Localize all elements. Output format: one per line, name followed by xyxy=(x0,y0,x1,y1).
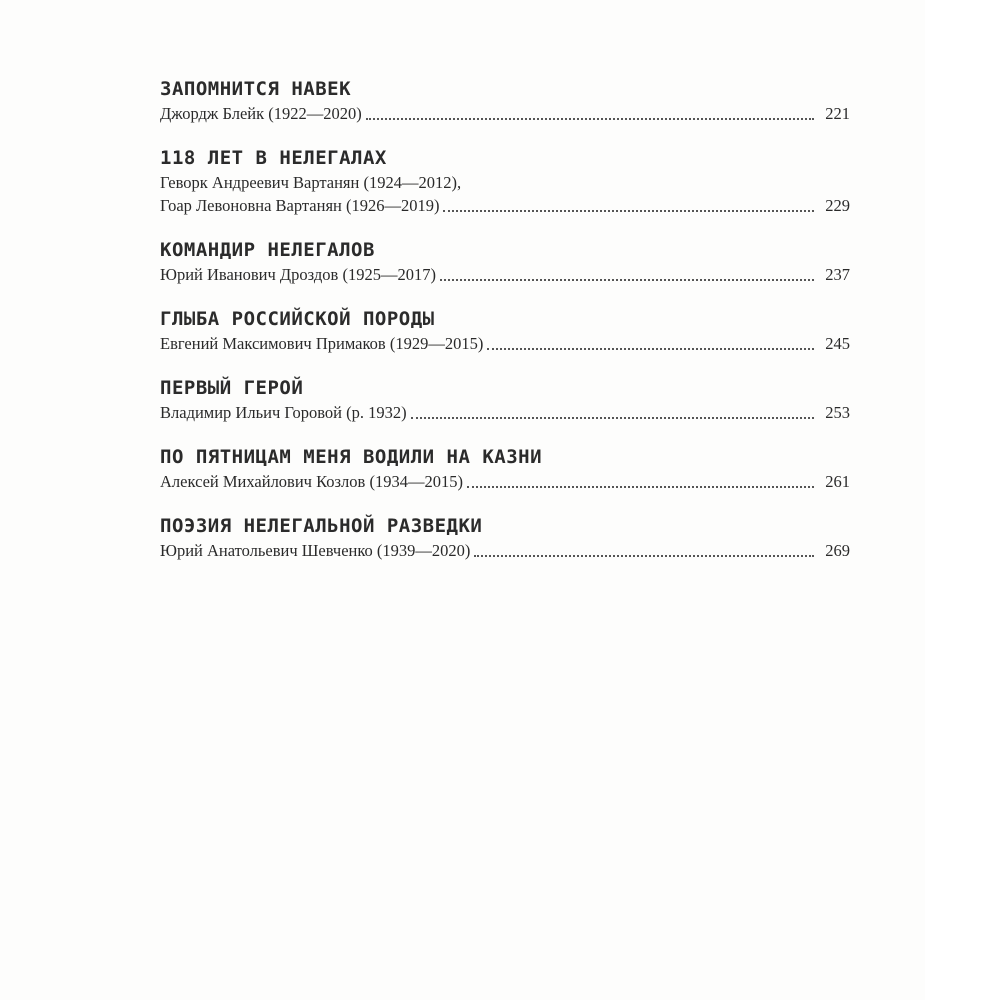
toc-entry xyxy=(160,444,850,493)
author-name: Геворк Андреевич Вартанян (1924—2012), xyxy=(160,173,462,192)
chapter-title: ПЕРВЫЙ ГЕРОЙ xyxy=(160,377,304,399)
chapter-title: ПОЭЗИЯ НЕЛЕГАЛЬНОЙ РАЗВЕДКИ xyxy=(160,515,483,537)
page-margin xyxy=(925,0,1000,1000)
chapter-title: КОМАНДИР НЕЛЕГАЛОВ xyxy=(160,239,375,261)
chapter-title: ПО ПЯТНИЦАМ МЕНЯ ВОДИЛИ НА КАЗНИ xyxy=(160,446,543,468)
page-number: 269 xyxy=(825,541,850,560)
page-number: 245 xyxy=(825,334,850,353)
dot-leader xyxy=(474,555,814,557)
author-name: Юрий Иванович Дроздов (1925—2017) xyxy=(160,265,436,284)
chapter-title: 118 ЛЕТ В НЕЛЕГАЛАХ xyxy=(160,147,387,169)
dot-leader xyxy=(443,210,814,212)
author-name: Евгений Максимович Примаков (1929—2015) xyxy=(160,334,484,353)
chapter-title: ГЛЫБА РОССИЙСКОЙ ПОРОДЫ xyxy=(160,308,435,330)
dot-leader xyxy=(487,348,814,350)
author-row xyxy=(160,263,850,286)
author-row xyxy=(160,102,850,125)
toc-entry xyxy=(160,76,850,125)
page-number: 237 xyxy=(825,265,850,284)
author-name: Владимир Ильич Горовой (р. 1932) xyxy=(160,403,407,422)
page-number: 221 xyxy=(825,104,850,123)
author-row xyxy=(160,194,850,217)
dot-leader xyxy=(366,118,814,120)
toc-entry xyxy=(160,306,850,355)
author-row xyxy=(160,470,850,493)
page-number: 229 xyxy=(825,196,850,215)
dot-leader xyxy=(440,279,814,281)
table-of-contents xyxy=(160,76,850,582)
toc-entry xyxy=(160,145,850,217)
author-row xyxy=(160,332,850,355)
page-number: 261 xyxy=(825,472,850,491)
dot-leader xyxy=(467,486,814,488)
author-name: Алексей Михайлович Козлов (1934—2015) xyxy=(160,472,463,491)
author-name: Джордж Блейк (1922—2020) xyxy=(160,104,362,123)
author-name: Юрий Анатольевич Шевченко (1939—2020) xyxy=(160,541,471,560)
chapter-title: ЗАПОМНИТСЯ НАВЕК xyxy=(160,78,352,100)
author-name: Гоар Левоновна Вартанян (1926—2019) xyxy=(160,196,440,215)
author-row xyxy=(160,539,850,562)
author-row xyxy=(160,401,850,424)
toc-entry xyxy=(160,375,850,424)
toc-entry xyxy=(160,513,850,562)
page-number: 253 xyxy=(825,403,850,422)
dot-leader xyxy=(411,417,814,419)
toc-entry xyxy=(160,237,850,286)
